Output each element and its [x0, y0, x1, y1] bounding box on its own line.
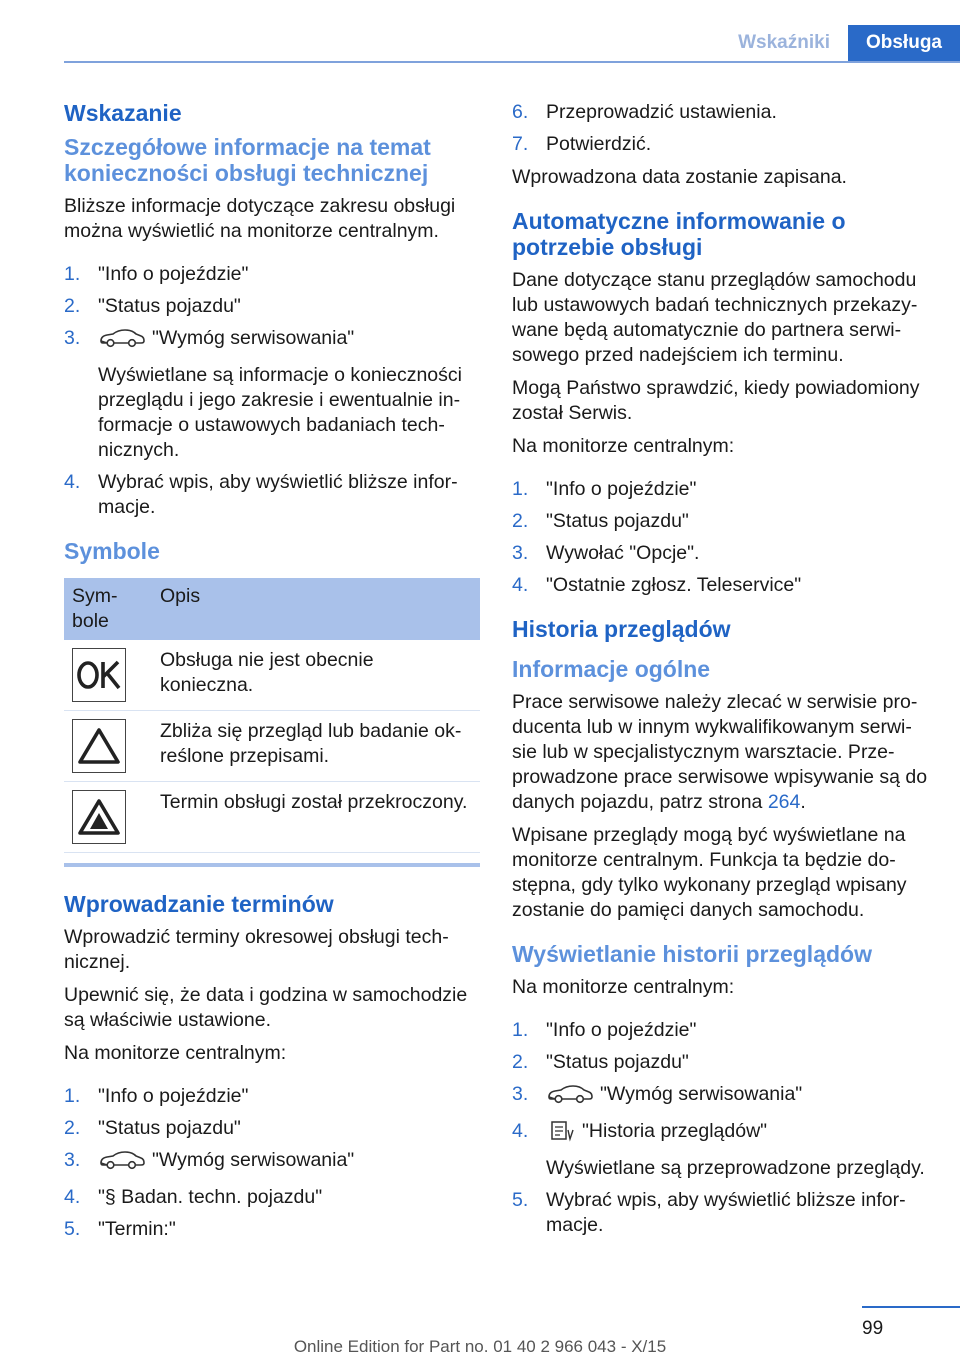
list-item: 1. "Info o pojeździe" [64, 263, 249, 285]
heading-automatyczne: Automatyczne informowanie o potrzebie obsługi [512, 208, 846, 260]
list-item: 3. "Wymóg serwisowania" [64, 1148, 480, 1178]
list-item: 1. "Info o pojeździe" [64, 1085, 249, 1107]
paragraph-monitor-2: Na monitorze centralnym: [512, 976, 735, 998]
list-item: 2. "Status pojazdu" [512, 510, 689, 532]
left-column [64, 100, 480, 1250]
car-service-icon [546, 1083, 594, 1112]
header-rule [64, 61, 960, 63]
ok-icon [72, 648, 126, 702]
column-header-symbols: Symbole [64, 578, 152, 640]
list-item: 2. "Status pojazdu" [512, 1051, 689, 1073]
list-item: 3. "Wymóg serwisowania" Wyświetlane są informacje o konieczności przeglądu i jego zakresie i ewentualnie informacje o ustawowych badaniach technicznych. [64, 327, 462, 461]
list-item: 7. Potwierdzić. [512, 133, 652, 155]
paragraph-moga: Mogą Państwo sprawdzić, kiedy powiadomiony został Serwis. [512, 377, 920, 424]
symbols-table [64, 578, 480, 853]
chapter-tabs [720, 25, 960, 61]
overdue-triangle-icon [72, 790, 126, 844]
list-item: 3. "Wymóg serwisowania" [512, 1082, 928, 1112]
list-item: 1. "Info o pojeździe" [512, 1019, 697, 1041]
paragraph-monitor: Na monitorze centralnym: [512, 435, 735, 457]
list-item: 3. Wywołać "Opcje". [512, 542, 700, 564]
steps-list-2 [64, 1084, 480, 1242]
heading-wprowadzanie: Wprowadzanie terminów [64, 891, 334, 917]
right-column [512, 100, 928, 1246]
footer-rule [862, 1306, 960, 1308]
paragraph-prace: Prace serwisowe należy zlecać w serwisie producenta lub w innym wykwalifikowanym serwisie lub w specjalistycznym warsztacie. Przeprowadzone prace serwisowe wpisywanie są do danych pojazdu, patrz strona 264. [512, 691, 928, 813]
warning-triangle-icon [72, 719, 126, 773]
paragraph-upewnic: Upewnić się, że data i godzina w samochodzie są właściwie ustawione. [64, 984, 468, 1031]
list-item: 4. "§ Badan. techn. pojazdu" [64, 1186, 323, 1208]
paragraph-wpisane: Wpisane przeglądy mogą być wyświetlane na monitorze centralnym. Funkcja ta będzie dostępna, gdy tylko wykonany przegląd wpisany zostanie do pamięci danych samochodu. [512, 824, 907, 921]
list-item: 4. "Historia przeglądów" Wyświetlane są przeprowadzone przeglądy. [512, 1120, 925, 1179]
list-item: 5. "Termin:" [64, 1218, 176, 1240]
list-item: 6. Przeprowadzić ustawienia. [512, 101, 777, 123]
paragraph-blizsze: Bliższe informacje dotyczące zakresu obsługi można wyświetlić na monitorze centralnym. [64, 195, 456, 242]
car-service-icon [98, 1149, 146, 1178]
paragraph-zapisana: Wprowadzona data zostanie zapisana. [512, 166, 847, 188]
list-item: 4. "Ostatnie zgłosz. Teleservice" [512, 574, 802, 596]
steps-list-historia [512, 1018, 928, 1238]
steps-list-1 [64, 262, 480, 520]
car-service-icon [98, 327, 146, 356]
list-item: 2. "Status pojazdu" [64, 1117, 241, 1139]
table-end-rule [64, 863, 480, 867]
heading-informacje: Informacje ogólne [512, 656, 711, 682]
table-row: Obsługa nie jest obecnie konieczna. [64, 640, 480, 711]
list-item: 1. "Info o pojeździe" [512, 478, 697, 500]
table-row: Zbliża się przegląd lub badanie określone przepisami. [64, 711, 480, 782]
steps-list-continued [512, 100, 928, 157]
tab-obsluga[interactable]: Obsługa [848, 25, 960, 61]
table-row: Termin obsługi został przekroczony. [64, 782, 480, 853]
heading-historia: Historia przeglądów [512, 616, 731, 642]
heading-symbole: Symbole [64, 538, 160, 564]
page-link-264[interactable]: 264 [767, 791, 801, 813]
service-history-icon [546, 1120, 576, 1149]
heading-wyswietlanie: Wyświetlanie historii przeglądów [512, 941, 872, 967]
paragraph-dane: Dane dotyczące stanu przeglądów samochodu lub ustawowych badań technicznych przekazywane będą automatycznie do partnera serwisowego przed nadejściem ich terminu. [512, 269, 918, 366]
tab-wskazniki[interactable]: Wskaźniki [720, 25, 848, 61]
heading-szczegolowe: Szczegółowe informacje na temat konieczności obsługi technicznej [64, 134, 431, 186]
page-number: 99 [862, 1318, 884, 1339]
steps-list-teleservice [512, 477, 928, 598]
list-item: 4. Wybrać wpis, aby wyświetlić bliższe informacje. [64, 471, 458, 518]
column-header-description: Opis [152, 578, 480, 640]
list-item: 2. "Status pojazdu" [64, 295, 241, 317]
list-item: 5. Wybrać wpis, aby wyświetlić bliższe informacje. [512, 1189, 906, 1236]
edition-footer: Online Edition for Part no. 01 40 2 966 043 - X/15 [293, 1337, 667, 1356]
paragraph-wprowadzic: Wprowadzić terminy okresowej obsługi technicznej. [64, 926, 449, 973]
paragraph-monitor: Na monitorze centralnym: [64, 1042, 287, 1064]
heading-wskazanie: Wskazanie [64, 100, 182, 126]
